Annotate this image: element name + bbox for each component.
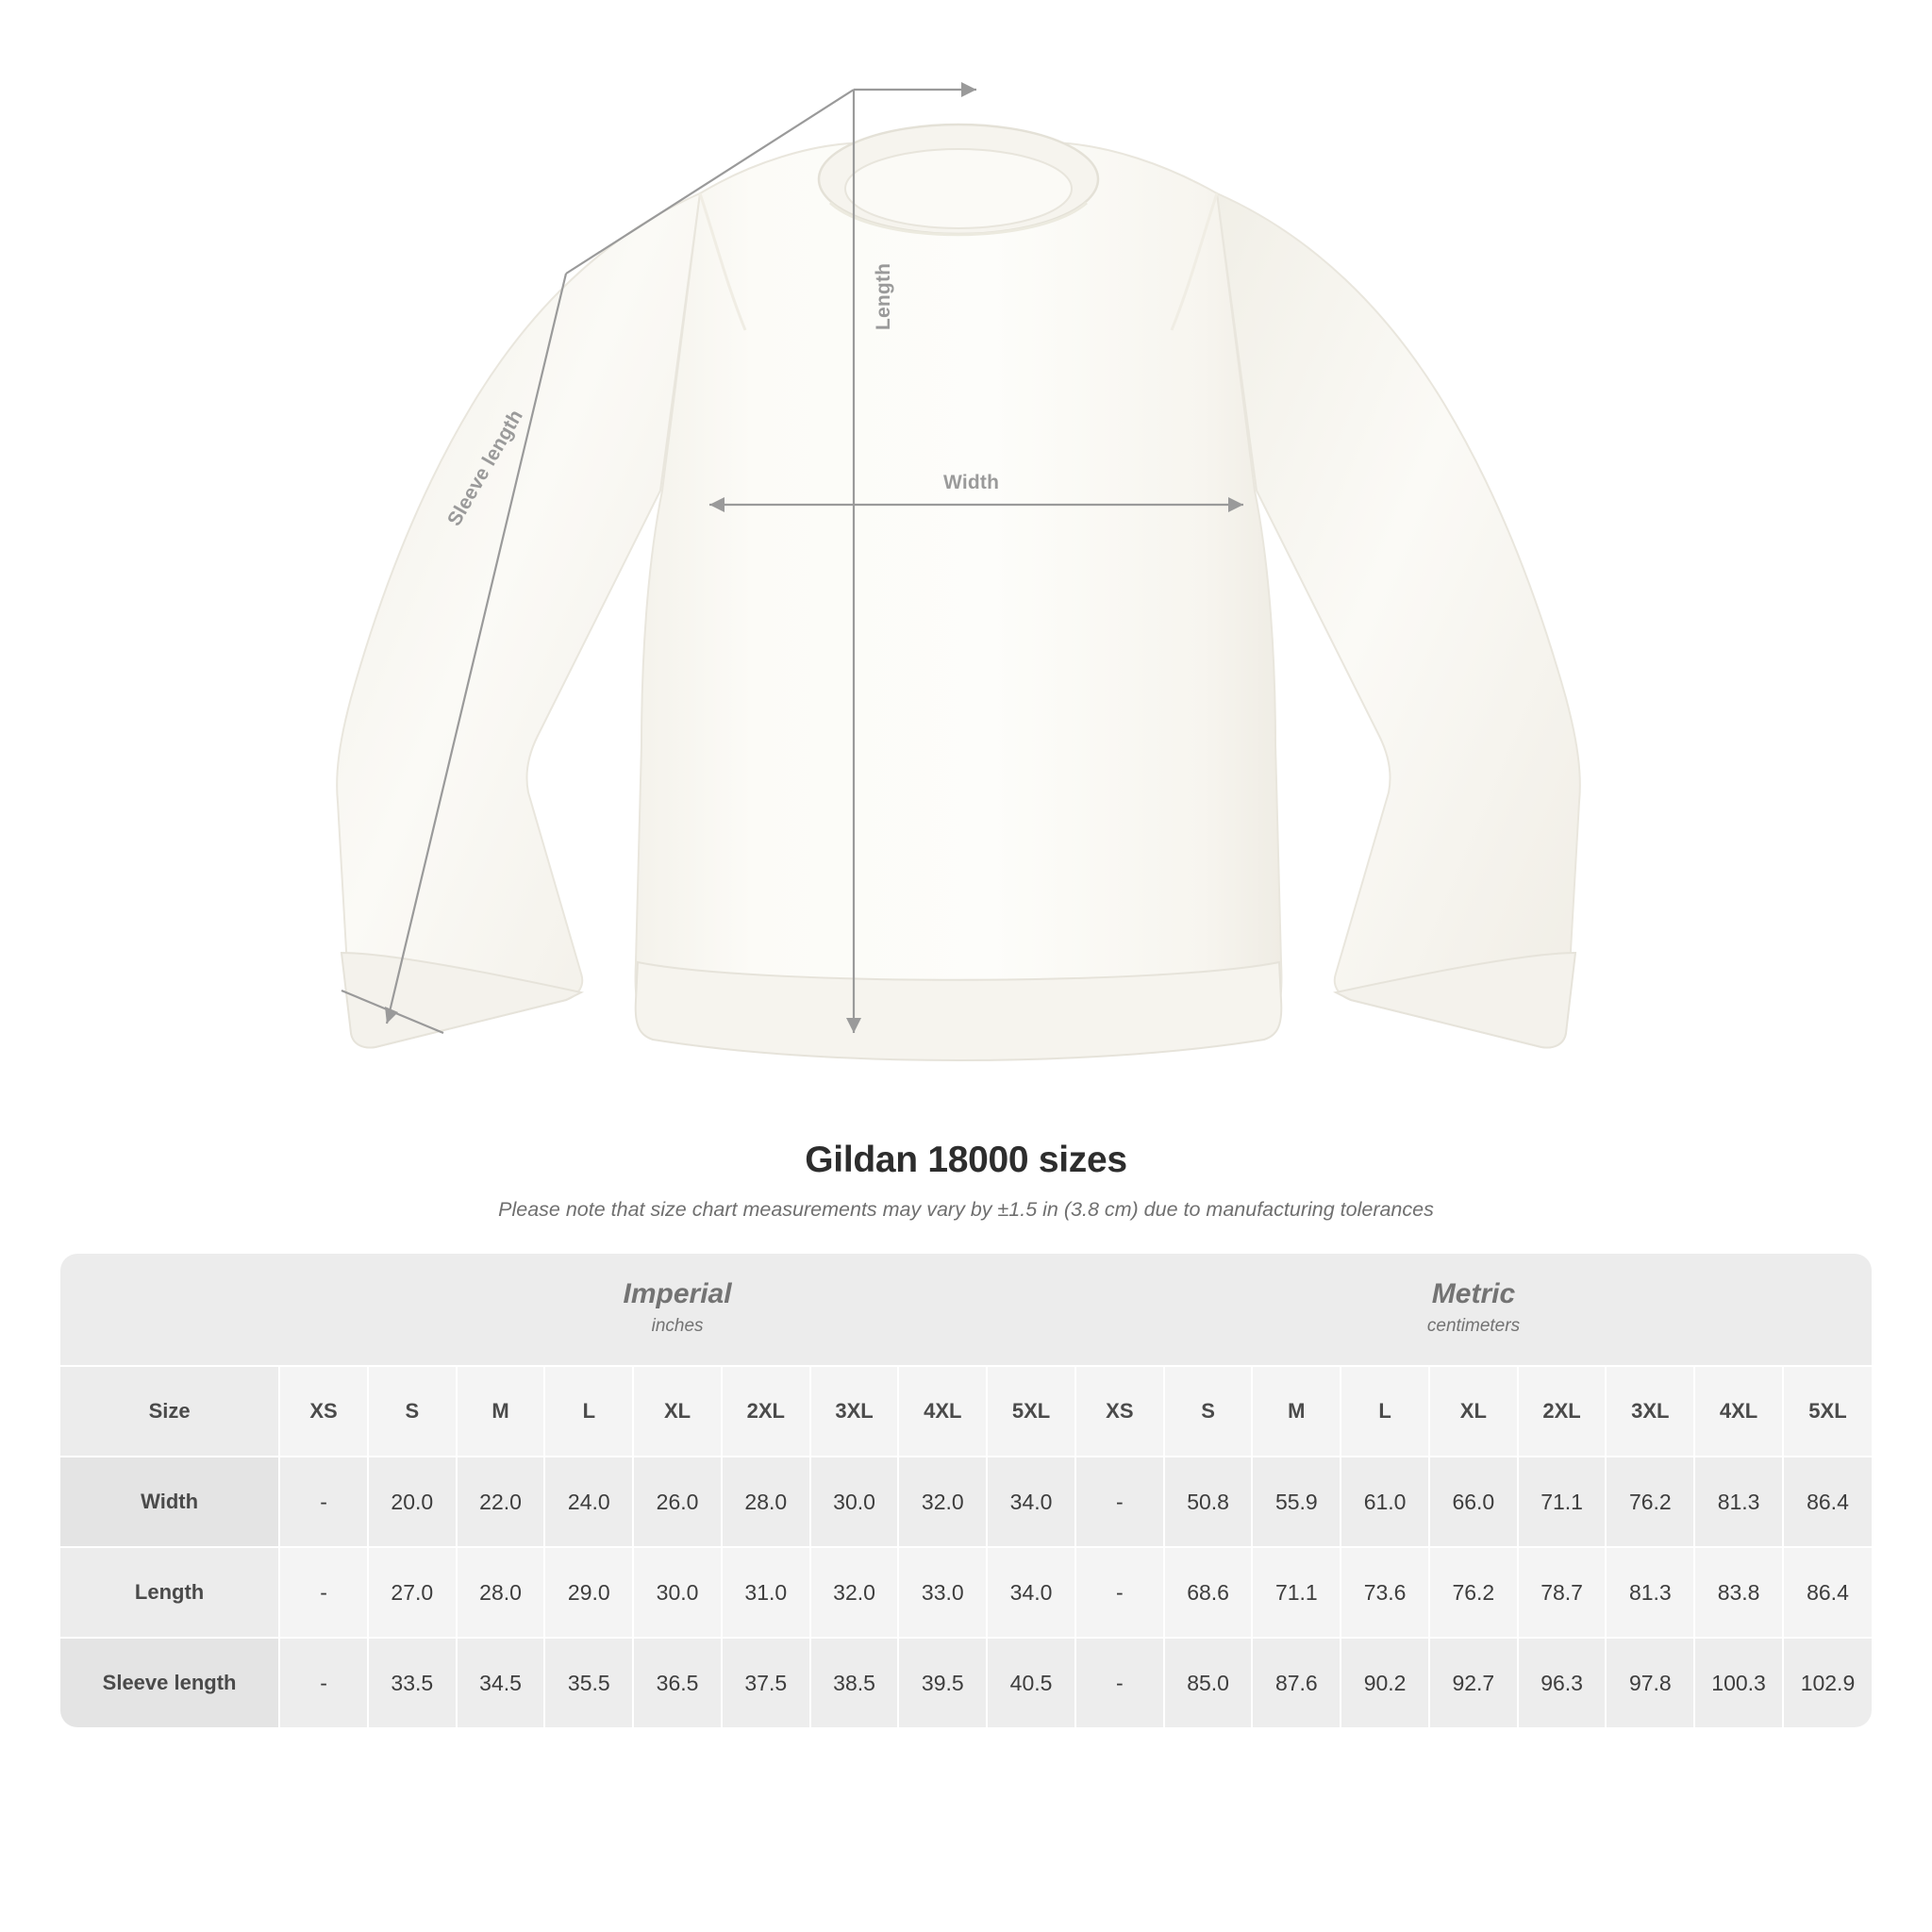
row-label-sleeve-length: Sleeve length xyxy=(60,1638,279,1727)
sweatshirt-body xyxy=(636,141,1282,1057)
title-block xyxy=(0,1140,1932,1222)
col-header: 2XL xyxy=(1518,1366,1607,1457)
cell: 34.0 xyxy=(987,1457,1075,1547)
col-header: 3XL xyxy=(810,1366,899,1457)
cell: 22.0 xyxy=(457,1457,545,1547)
cell: 37.5 xyxy=(722,1638,810,1727)
size-header: Size xyxy=(60,1366,279,1457)
cell: 24.0 xyxy=(544,1457,633,1547)
col-header: XS xyxy=(1075,1366,1164,1457)
length-label: Length xyxy=(873,262,894,330)
col-header: 5XL xyxy=(987,1366,1075,1457)
cell: 39.5 xyxy=(898,1638,987,1727)
cell: 81.3 xyxy=(1606,1547,1694,1638)
cell: 81.3 xyxy=(1694,1457,1783,1547)
cell: 71.1 xyxy=(1252,1547,1341,1638)
cell: 36.5 xyxy=(633,1638,722,1727)
col-header: S xyxy=(368,1366,457,1457)
cell: 40.5 xyxy=(987,1638,1075,1727)
cell: 38.5 xyxy=(810,1638,899,1727)
col-header: M xyxy=(457,1366,545,1457)
cell: 50.8 xyxy=(1164,1457,1253,1547)
tolerance-note: Please note that size chart measurements may vary by ±1.5 in (3.8 cm) due to manufacturing tolerances xyxy=(498,1198,1434,1221)
cell: 26.0 xyxy=(633,1457,722,1547)
units-row xyxy=(60,1254,1872,1366)
cell: 20.0 xyxy=(368,1457,457,1547)
cell: 86.4 xyxy=(1783,1457,1872,1547)
header-row xyxy=(60,1366,1872,1457)
sleeve-length-label: Sleeve length xyxy=(443,406,527,530)
cell: 55.9 xyxy=(1252,1457,1341,1547)
page-title: Gildan 18000 sizes xyxy=(805,1140,1127,1180)
col-header: M xyxy=(1252,1366,1341,1457)
cell: 31.0 xyxy=(722,1547,810,1638)
cell: 66.0 xyxy=(1429,1457,1518,1547)
cell: 68.6 xyxy=(1164,1547,1253,1638)
cell: 86.4 xyxy=(1783,1547,1872,1638)
table-row xyxy=(60,1547,1872,1638)
cell: 78.7 xyxy=(1518,1547,1607,1638)
cell: 32.0 xyxy=(898,1457,987,1547)
cell: 61.0 xyxy=(1341,1457,1429,1547)
cell: 85.0 xyxy=(1164,1638,1253,1727)
cell: 102.9 xyxy=(1783,1638,1872,1727)
cell: - xyxy=(279,1457,368,1547)
cell: 30.0 xyxy=(633,1547,722,1638)
col-header: XL xyxy=(1429,1366,1518,1457)
row-label-length: Length xyxy=(60,1547,279,1638)
cell: 97.8 xyxy=(1606,1638,1694,1727)
cell: 29.0 xyxy=(544,1547,633,1638)
cell: 33.0 xyxy=(898,1547,987,1638)
cell: 33.5 xyxy=(368,1638,457,1727)
cell: 28.0 xyxy=(457,1547,545,1638)
cell: 96.3 xyxy=(1518,1638,1607,1727)
cell: - xyxy=(1075,1457,1164,1547)
col-header: S xyxy=(1164,1366,1253,1457)
cell: 28.0 xyxy=(722,1457,810,1547)
cell: 76.2 xyxy=(1606,1457,1694,1547)
col-header: XL xyxy=(633,1366,722,1457)
cell: - xyxy=(1075,1638,1164,1727)
size-table xyxy=(60,1254,1872,1727)
col-header: L xyxy=(1341,1366,1429,1457)
width-label: Width xyxy=(943,472,1000,493)
cell: 83.8 xyxy=(1694,1547,1783,1638)
cell: - xyxy=(279,1638,368,1727)
col-header: 4XL xyxy=(1694,1366,1783,1457)
cell: 27.0 xyxy=(368,1547,457,1638)
cell: 87.6 xyxy=(1252,1638,1341,1727)
imperial-unit-cell xyxy=(279,1254,1075,1366)
imperial-label: Imperial xyxy=(623,1278,732,1309)
table-row xyxy=(60,1638,1872,1727)
col-header: 4XL xyxy=(898,1366,987,1457)
col-header: XS xyxy=(279,1366,368,1457)
cell: 100.3 xyxy=(1694,1638,1783,1727)
cell: 32.0 xyxy=(810,1547,899,1638)
metric-sub: centimeters xyxy=(1426,1316,1521,1336)
cell: 30.0 xyxy=(810,1457,899,1547)
cell: 76.2 xyxy=(1429,1547,1518,1638)
cell: - xyxy=(279,1547,368,1638)
size-table-wrapper xyxy=(60,1254,1872,1727)
cell: 90.2 xyxy=(1341,1638,1429,1727)
cell: 92.7 xyxy=(1429,1638,1518,1727)
collar-inner xyxy=(845,149,1072,228)
cell: - xyxy=(1075,1547,1164,1638)
metric-label: Metric xyxy=(1431,1278,1516,1309)
col-header: L xyxy=(544,1366,633,1457)
imperial-sub: inches xyxy=(651,1316,704,1336)
col-header: 2XL xyxy=(722,1366,810,1457)
units-spacer xyxy=(60,1254,279,1366)
cell: 71.1 xyxy=(1518,1457,1607,1547)
cell: 73.6 xyxy=(1341,1547,1429,1638)
cell: 34.5 xyxy=(457,1638,545,1727)
col-header: 5XL xyxy=(1783,1366,1872,1457)
metric-unit-cell xyxy=(1075,1254,1872,1366)
col-header: 3XL xyxy=(1606,1366,1694,1457)
row-label-width: Width xyxy=(60,1457,279,1547)
cell: 34.0 xyxy=(987,1547,1075,1638)
cell: 35.5 xyxy=(544,1638,633,1727)
table-row xyxy=(60,1457,1872,1547)
